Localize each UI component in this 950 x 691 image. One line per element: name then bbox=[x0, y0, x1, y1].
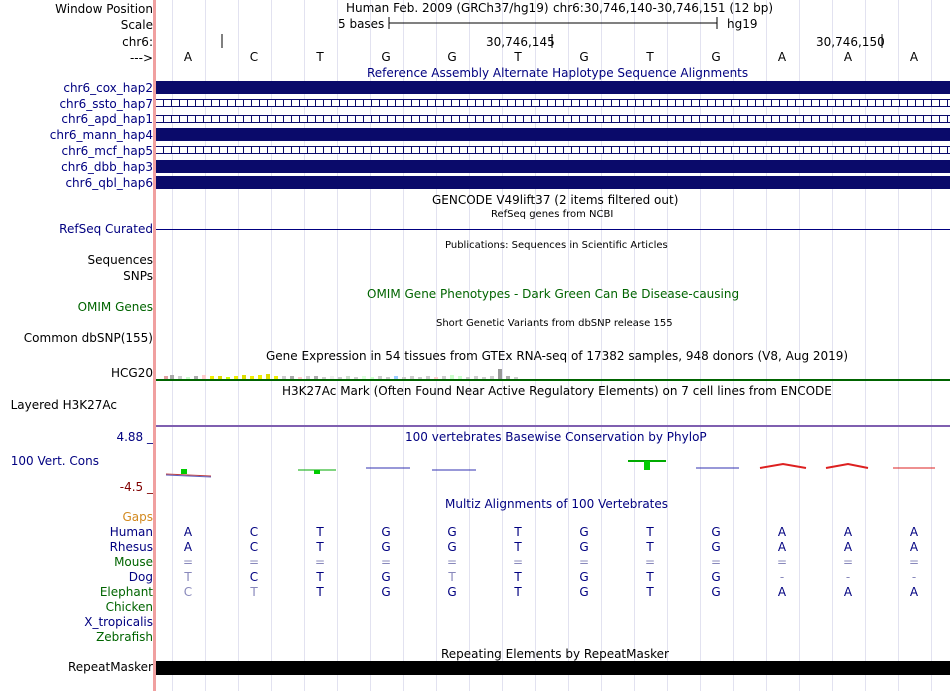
label-hap-dbb[interactable]: chr6_dbb_hap3 bbox=[61, 160, 153, 174]
label-hap-cox[interactable]: chr6_cox_hap2 bbox=[63, 81, 153, 95]
alignment-row-elephant[interactable] bbox=[156, 585, 950, 599]
aln-base: G bbox=[579, 540, 589, 554]
species-name: Zebrafish bbox=[96, 630, 153, 644]
phylop-title: 100 vertebrates Basewise Conservation by PhyloP bbox=[405, 430, 707, 444]
label-species-dog[interactable] bbox=[129, 570, 153, 584]
aln-base: A bbox=[843, 525, 853, 539]
aln-base: G bbox=[447, 585, 457, 599]
dbsnp-title: Short Genetic Variants from dbSNP release 155 bbox=[436, 318, 673, 329]
label-repeatmasker[interactable]: RepeatMasker bbox=[67, 660, 153, 674]
aln-base: T bbox=[646, 570, 654, 584]
refseq-title: RefSeq genes from NCBI bbox=[491, 209, 614, 220]
aln-base: T bbox=[646, 585, 654, 599]
aln-base: A bbox=[183, 540, 193, 554]
label-scale: Scale bbox=[120, 18, 153, 32]
ruler-tick-label-1: 30,746,145 bbox=[486, 35, 555, 49]
label-phylop-min: -4.5 _ bbox=[119, 480, 153, 494]
species-name: Human bbox=[109, 525, 153, 539]
label-snps[interactable]: SNPs bbox=[123, 269, 153, 283]
label-window-position: Window Position bbox=[55, 2, 153, 16]
aln-base: G bbox=[579, 570, 589, 584]
label-hap-qbl[interactable]: chr6_qbl_hap6 bbox=[65, 176, 153, 190]
aln-base: A bbox=[183, 525, 193, 539]
repeatmasker-bar[interactable] bbox=[156, 661, 950, 675]
aln-base: T bbox=[514, 570, 522, 584]
base-12: A bbox=[909, 50, 919, 64]
aln-base: G bbox=[447, 525, 457, 539]
aln-base: T bbox=[514, 525, 522, 539]
aln-base: = bbox=[446, 555, 458, 569]
label-species-elephant[interactable] bbox=[100, 585, 153, 599]
base-1: A bbox=[183, 50, 193, 64]
aln-base: G bbox=[711, 540, 721, 554]
species-name: X_tropicalis bbox=[84, 615, 153, 629]
aln-base: - bbox=[845, 570, 851, 584]
aln-base: = bbox=[776, 555, 788, 569]
aln-base: T bbox=[316, 570, 324, 584]
aln-base: T bbox=[316, 525, 324, 539]
label-species-zebrafish[interactable] bbox=[96, 630, 153, 644]
h3k27ac-title: H3K27Ac Mark (Often Found Near Active Regulatory Elements) on 7 cell lines from ENCODE bbox=[282, 384, 832, 398]
base-10: A bbox=[777, 50, 787, 64]
label-hcg20[interactable]: HCG20 bbox=[111, 366, 153, 380]
assembly-title: Human Feb. 2009 (GRCh37/hg19) bbox=[346, 1, 549, 15]
label-gaps[interactable]: Gaps bbox=[122, 510, 153, 524]
label-omim-genes[interactable]: OMIM Genes bbox=[77, 300, 153, 314]
base-11: A bbox=[843, 50, 853, 64]
aln-base: T bbox=[514, 585, 522, 599]
h3k27ac-signal-line[interactable] bbox=[156, 425, 950, 427]
aln-base: G bbox=[381, 570, 391, 584]
aln-base: G bbox=[711, 525, 721, 539]
aln-base: = bbox=[314, 555, 326, 569]
aln-base: A bbox=[909, 540, 919, 554]
label-species-human[interactable] bbox=[110, 525, 153, 539]
base-7: G bbox=[579, 50, 589, 64]
aln-base: G bbox=[381, 585, 391, 599]
label-chr: chr6: bbox=[122, 35, 153, 49]
aln-base: = bbox=[644, 555, 656, 569]
aln-base: G bbox=[447, 540, 457, 554]
scale-bar bbox=[156, 15, 950, 31]
label-100-vert-cons[interactable]: 100 Vert. Cons bbox=[10, 454, 99, 468]
aln-base: A bbox=[909, 585, 919, 599]
alignment-row-rhesus[interactable] bbox=[156, 540, 950, 554]
refseq-gene-line[interactable] bbox=[156, 229, 950, 230]
track-labels-column bbox=[0, 0, 153, 691]
label-species-mouse[interactable] bbox=[114, 555, 153, 569]
base-6: T bbox=[514, 50, 522, 64]
aln-base: C bbox=[249, 525, 259, 539]
aln-base: T bbox=[646, 525, 654, 539]
species-name: Chicken bbox=[105, 600, 153, 614]
species-name: Elephant bbox=[99, 585, 153, 599]
label-species-chicken[interactable] bbox=[106, 600, 153, 614]
base-9: G bbox=[711, 50, 721, 64]
hap-bar-dbb[interactable] bbox=[156, 160, 950, 173]
hap-bar-apd[interactable] bbox=[156, 115, 950, 123]
alignment-row-mouse[interactable] bbox=[156, 555, 950, 569]
label-phylop-max: 4.88 _ bbox=[116, 430, 153, 444]
aln-base: = bbox=[710, 555, 722, 569]
species-name: Dog bbox=[128, 570, 153, 584]
label-refseq-curated[interactable]: RefSeq Curated bbox=[59, 222, 153, 236]
aln-base: A bbox=[909, 525, 919, 539]
hap-bar-qbl[interactable] bbox=[156, 176, 950, 189]
phylop-wiggle[interactable] bbox=[156, 455, 950, 480]
aln-base: T bbox=[316, 585, 324, 599]
alt-haplotypes-title: Reference Assembly Alternate Haplotype Sequence Alignments bbox=[367, 66, 749, 80]
aln-base: - bbox=[911, 570, 917, 584]
aln-base: A bbox=[777, 585, 787, 599]
aln-base: C bbox=[249, 570, 259, 584]
gencode-title: GENCODE V49lift37 (2 items filtered out) bbox=[432, 193, 679, 207]
hap-bar-mann[interactable] bbox=[156, 128, 950, 141]
omim-title: OMIM Gene Phenotypes - Dark Green Can Be Disease-causing bbox=[367, 287, 740, 301]
aln-base: G bbox=[711, 570, 721, 584]
aln-base: G bbox=[579, 585, 589, 599]
position-title: chr6:30,746,140-30,746,151 (12 bp) bbox=[553, 1, 774, 15]
aln-base: = bbox=[908, 555, 920, 569]
hap-bar-cox[interactable] bbox=[156, 81, 950, 94]
aln-base: = bbox=[512, 555, 524, 569]
scale-text: 5 bases bbox=[338, 17, 385, 31]
repeatmasker-title: Repeating Elements by RepeatMasker bbox=[441, 647, 669, 661]
gtex-bar-graph[interactable] bbox=[156, 364, 950, 380]
aln-base: = bbox=[380, 555, 392, 569]
label-sequences[interactable]: Sequences bbox=[87, 253, 153, 267]
aln-base: T bbox=[250, 585, 258, 599]
aln-base: G bbox=[579, 525, 589, 539]
hap-bar-mcf[interactable] bbox=[156, 146, 950, 154]
label-common-dbsnp[interactable]: Common dbSNP(155) bbox=[23, 331, 153, 345]
aln-base: A bbox=[777, 540, 787, 554]
gtex-title: Gene Expression in 54 tissues from GTEx RNA-seq of 17382 samples, 948 donors (V8, Aug 2019) bbox=[266, 349, 849, 363]
base-5: G bbox=[447, 50, 457, 64]
aln-base: T bbox=[646, 540, 654, 554]
base-3: T bbox=[316, 50, 324, 64]
base-8: T bbox=[646, 50, 654, 64]
aln-base: C bbox=[249, 540, 259, 554]
ruler-tick-label-2: 30,746,150 bbox=[816, 35, 885, 49]
species-name: Mouse bbox=[114, 555, 153, 569]
gtex-baseline bbox=[156, 379, 950, 381]
aln-base: A bbox=[777, 525, 787, 539]
aln-base: = bbox=[248, 555, 260, 569]
alignment-row-human[interactable] bbox=[156, 525, 950, 539]
track-image-area[interactable] bbox=[156, 0, 950, 691]
aln-base: A bbox=[843, 540, 853, 554]
aln-base: T bbox=[448, 570, 456, 584]
aln-base: G bbox=[711, 585, 721, 599]
aln-base: = bbox=[182, 555, 194, 569]
label-strand-arrow[interactable]: ---> bbox=[129, 51, 153, 65]
multiz-title: Multiz Alignments of 100 Vertebrates bbox=[445, 497, 669, 511]
aln-base: = bbox=[842, 555, 854, 569]
aln-base: A bbox=[843, 585, 853, 599]
label-layered-h3k27ac[interactable]: Layered H3K27Ac bbox=[10, 398, 117, 412]
aln-base: T bbox=[316, 540, 324, 554]
base-4: G bbox=[381, 50, 391, 64]
hap-bar-ssto[interactable] bbox=[156, 99, 950, 107]
aln-base: G bbox=[381, 525, 391, 539]
aln-base: = bbox=[578, 555, 590, 569]
aln-base: T bbox=[184, 570, 192, 584]
aln-base: C bbox=[183, 585, 193, 599]
label-hap-mcf[interactable]: chr6_mcf_hap5 bbox=[61, 144, 153, 158]
label-species-rhesus[interactable] bbox=[110, 540, 153, 554]
publications-title: Publications: Sequences in Scientific Articles bbox=[445, 240, 668, 251]
aln-base: - bbox=[779, 570, 785, 584]
aln-base: G bbox=[381, 540, 391, 554]
alignment-row-dog[interactable] bbox=[156, 570, 950, 584]
label-species-x-tropicalis[interactable] bbox=[84, 615, 153, 629]
label-hap-mann[interactable]: chr6_mann_hap4 bbox=[49, 128, 153, 142]
species-name: Rhesus bbox=[109, 540, 153, 554]
label-hap-ssto[interactable]: chr6_ssto_hap7 bbox=[59, 97, 153, 111]
label-hap-apd[interactable]: chr6_apd_hap1 bbox=[61, 112, 153, 126]
base-2: C bbox=[249, 50, 259, 64]
aln-base: T bbox=[514, 540, 522, 554]
scale-db: hg19 bbox=[727, 17, 758, 31]
